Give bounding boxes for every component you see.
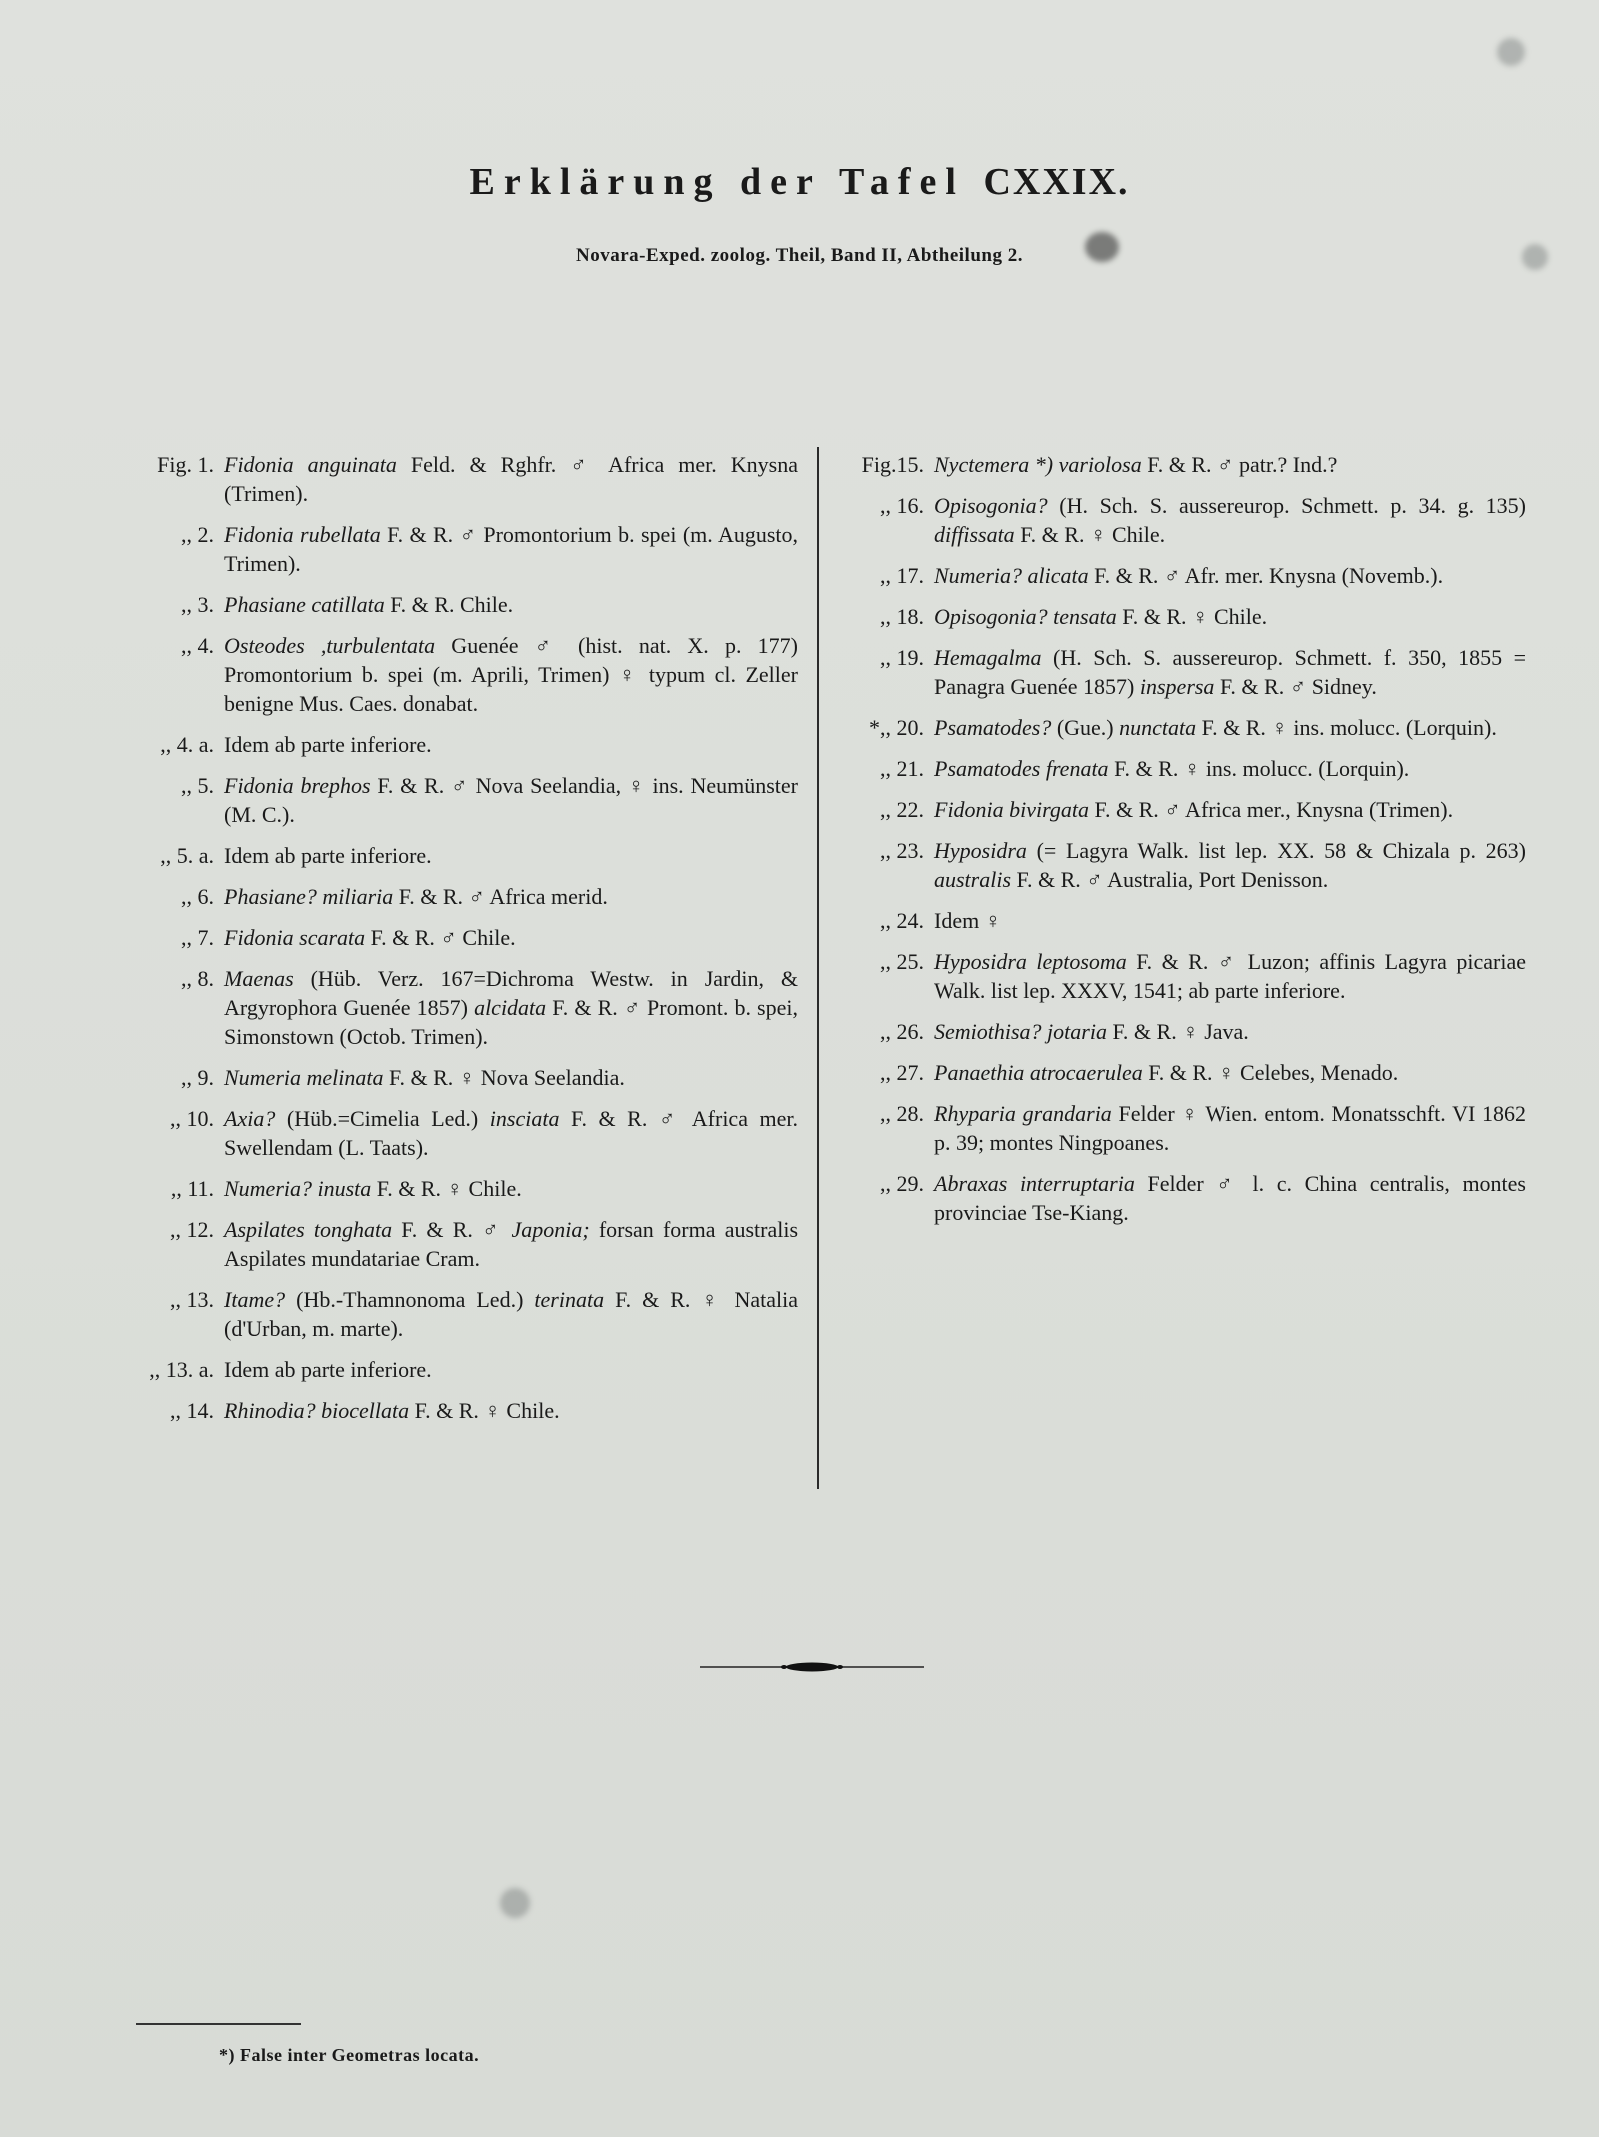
species-name: Semiothisa? jotaria (934, 1019, 1107, 1044)
figure-number: ,, 27. (880, 1060, 924, 1085)
species-name: diffissata (934, 522, 1015, 547)
description-text: (H. Sch. S. aussereurop. Schmett. f. 350, 1855 = Panagra Guenée 1857) (934, 645, 1526, 699)
figure-description (224, 1355, 798, 1384)
figure-description (224, 1104, 798, 1162)
figure-entry (120, 1215, 798, 1273)
figure-entry (828, 450, 1526, 479)
species-name: Axia? (224, 1106, 276, 1131)
species-name: Hyposidra leptosoma (934, 949, 1127, 974)
figure-entry (828, 1169, 1526, 1227)
figure-entry (120, 923, 798, 952)
figure-description (934, 643, 1526, 701)
description-text: (H. Sch. S. aussereurop. Schmett. p. 34. g. 135) (1047, 493, 1526, 518)
description-text: F. & R. ♂ Australia, Port Denisson. (1011, 867, 1329, 892)
figure-description (224, 631, 798, 718)
description-text: Guenée ♂ (hist. nat. X. p. 177) Promontorium b. spei (m. Aprili, Trimen) ♀ typum cl. Zeller benigne Mus. Caes. donabat. (224, 633, 798, 716)
figure-number: ,, 13. a. (149, 1357, 214, 1382)
description-text: F. & R. ♀ ins. molucc. (Lorquin). (1196, 715, 1497, 740)
figure-description (934, 1058, 1526, 1087)
figure-entry (828, 754, 1526, 783)
species-name: Phasiane? miliaria (224, 884, 394, 909)
figure-number: ,, 5. a. (160, 843, 214, 868)
title-plate-number: CXXIX. (983, 161, 1130, 203)
figure-entry (120, 771, 798, 829)
species-name: Fidonia bivirgata (934, 797, 1090, 822)
figure-number: ,, 3. (181, 592, 214, 617)
figure-number: Fig. 1. (157, 452, 214, 477)
figure-description (934, 795, 1526, 824)
figure-entry (828, 1058, 1526, 1087)
figure-number: ,, 24. (880, 908, 924, 933)
description-text: Idem ab parte inferiore. (224, 843, 432, 868)
description-text: F. & R. ♂ (392, 1217, 512, 1242)
figure-description (224, 450, 798, 508)
figure-entry (828, 947, 1526, 1005)
figure-entry (828, 836, 1526, 894)
figure-entry (120, 450, 798, 508)
description-text: forsan forma australis Aspilates mundatariae Cram. (224, 1217, 799, 1271)
species-name: Fidonia rubellata (224, 522, 381, 547)
description-text: F. & R. ♀ Celebes, Menado. (1142, 1060, 1399, 1085)
description-text: F. & R. ♀ Natalia (d'Urban, m. marte). (224, 1287, 798, 1341)
figure-description (224, 520, 798, 578)
figure-entry (120, 590, 798, 619)
description-text: F. & R. ♀ Chile. (1014, 522, 1166, 547)
figure-description (224, 771, 798, 829)
species-name: Aspilates tonghata (224, 1217, 393, 1242)
species-name: Numeria melinata (224, 1065, 384, 1090)
title-text: Erklärung der Tafel (469, 161, 965, 203)
species-name: Maenas (224, 966, 294, 991)
species-name: Opisogonia? tensata (934, 604, 1117, 629)
description-text: F. & R. ♂ Sidney. (1214, 674, 1377, 699)
figure-entry (828, 561, 1526, 590)
species-name: Phasiane catillata (224, 592, 385, 617)
stain-spot (500, 1888, 530, 1918)
figure-number: ,, 6. (181, 884, 214, 909)
species-name: Rhyparia grandaria (934, 1101, 1112, 1126)
figure-number: ,, 19. (880, 645, 924, 670)
description-text: F. & R. ♀ Chile. (1116, 604, 1268, 629)
species-name: Fidonia anguinata (224, 452, 397, 477)
species-name: Japonia; (511, 1217, 590, 1242)
species-name: Opisogonia? (934, 493, 1048, 518)
page-subtitle: Novara-Exped. zoolog. Theil, Band II, Abtheilung 2. (576, 245, 1023, 266)
species-name: Itame? (224, 1287, 286, 1312)
description-text: (Hb.-Thamnonoma Led.) (285, 1287, 535, 1312)
species-name: terinata (534, 1287, 605, 1312)
figure-description (934, 947, 1526, 1005)
species-name: Panaethia atrocaerulea (934, 1060, 1143, 1085)
figure-number: ,, 25. (880, 949, 924, 974)
figure-entry (828, 1099, 1526, 1157)
figure-description (934, 754, 1526, 783)
species-name: nunctata (1119, 715, 1197, 740)
figure-description (224, 964, 798, 1051)
description-text: F. & R. ♀ Nova Seelandia. (383, 1065, 625, 1090)
figure-number: ,, 8. (181, 966, 214, 991)
description-text: F. & R. ♀ Chile. (371, 1176, 522, 1201)
species-name: Hyposidra (934, 838, 1027, 863)
figure-entry (828, 906, 1526, 935)
figure-entry (828, 643, 1526, 701)
figure-description (224, 1285, 798, 1343)
figure-number: ,, 2. (181, 522, 214, 547)
description-text: F. & R. ♂ Chile. (365, 925, 516, 950)
figure-entry (120, 1104, 798, 1162)
figure-entry (120, 882, 798, 911)
left-column (120, 450, 798, 1437)
figure-description (224, 730, 798, 759)
description-text: F. & R. ♀ ins. molucc. (Lorquin). (1108, 756, 1410, 781)
description-text: (Hüb.=Cimelia Led.) (275, 1106, 490, 1131)
species-name: Psamatodes frenata (934, 756, 1109, 781)
stain-spot (1497, 38, 1525, 66)
figure-entry (120, 1063, 798, 1092)
figure-entry (828, 1017, 1526, 1046)
figure-description (224, 590, 798, 619)
species-name: Fidonia brephos (224, 773, 371, 798)
description-text: Idem ♀ (934, 908, 1002, 933)
figure-description (934, 450, 1526, 479)
figure-number: ,, 13. (170, 1287, 214, 1312)
figure-entry (828, 795, 1526, 824)
figure-entry (828, 602, 1526, 631)
description-text: (= Lagyra Walk. list lep. XX. 58 & Chizala p. 263) (1026, 838, 1526, 863)
species-name: Fidonia scarata (224, 925, 366, 950)
figure-description (224, 1063, 798, 1092)
figure-number: ,, 4. (181, 633, 214, 658)
figure-number: ,, 28. (880, 1101, 924, 1126)
figure-entry (828, 491, 1526, 549)
description-text: F. & R. ♀ Chile. (409, 1398, 560, 1423)
species-name: Psamatodes? (934, 715, 1052, 740)
figure-description (934, 713, 1526, 742)
description-text: F. & R. ♂ Promontorium b. spei (m. Augusto, Trimen). (224, 522, 799, 576)
figure-number: ,, 17. (880, 563, 924, 588)
description-text: Felder ♀ Wien. entom. Monatsschft. VI 1862 p. 39; montes Ningpoanes. (934, 1101, 1526, 1155)
figure-description (934, 906, 1526, 935)
figure-entry (120, 841, 798, 870)
description-text: F. & R. ♂ Africa mer., Knysna (Trimen). (1089, 797, 1454, 822)
description-text: F. & R. ♂ patr.? Ind.? (1141, 452, 1338, 477)
species-name: Nyctemera *) variolosa (934, 452, 1142, 477)
figure-description (934, 1099, 1526, 1157)
figure-number: ,, 4. a. (160, 732, 214, 757)
species-name: insciata (489, 1106, 560, 1131)
figure-entry (120, 1396, 798, 1425)
figure-entry (120, 520, 798, 578)
description-text: (Hüb. Verz. 167=Dichroma Westw. in Jardin, & Argyrophora Guenée 1857) (224, 966, 798, 1020)
figure-description (224, 841, 798, 870)
species-name: alcidata (474, 995, 547, 1020)
species-name: Osteodes ,turbulentata (224, 633, 436, 658)
footnote-rule (136, 2023, 301, 2025)
figure-description (224, 1215, 798, 1273)
figure-number: ,, 21. (880, 756, 924, 781)
figure-description (934, 561, 1526, 590)
description-text: Felder ♂ l. c. China centralis, montes provinciae Tse-Kiang. (934, 1171, 1526, 1225)
figure-number: ,, 10. (170, 1106, 214, 1131)
figure-description (224, 882, 798, 911)
figure-number: ,, 26. (880, 1019, 924, 1044)
description-text: F. & R. ♂ Promont. b. spei, Simonstown (Octob. Trimen). (224, 995, 798, 1049)
description-text: F. & R. Chile. (384, 592, 514, 617)
species-name: Abraxas interruptaria (934, 1171, 1135, 1196)
figure-entry (828, 713, 1526, 742)
figure-number: ,, 11. (170, 1176, 214, 1201)
figure-number: ,, 12. (170, 1217, 214, 1242)
description-text: F. & R. ♂ Africa mer. Swellendam (L. Taats). (224, 1106, 798, 1160)
ornament-divider (700, 1660, 924, 1674)
figure-number: ,, 18. (880, 604, 924, 629)
description-text: (Gue.) (1051, 715, 1120, 740)
species-name: Rhinodia? biocellata (224, 1398, 410, 1423)
figure-number: ,, 23. (880, 838, 924, 863)
figure-entry (120, 631, 798, 718)
right-column (828, 450, 1526, 1239)
description-text: Feld. & Rghfr. ♂ Africa mer. Knysna (Trimen). (224, 452, 798, 506)
figure-number: ,, 9. (181, 1065, 214, 1090)
species-name: inspersa (1139, 674, 1215, 699)
page-title (0, 160, 1599, 204)
figure-description (934, 836, 1526, 894)
figure-number: ,, 7. (181, 925, 214, 950)
footnote: *) False inter Geometras locata. (219, 2045, 480, 2065)
figure-entry (120, 1355, 798, 1384)
description-text: Idem ab parte inferiore. (224, 732, 432, 757)
column-divider (817, 447, 819, 1489)
figure-number: ,, 14. (170, 1398, 214, 1423)
species-name: australis (934, 867, 1012, 892)
description-text: F. & R. ♂ Africa merid. (393, 884, 608, 909)
figure-description (934, 491, 1526, 549)
figure-description (934, 1017, 1526, 1046)
figure-number: ,, 22. (880, 797, 924, 822)
figure-description (224, 923, 798, 952)
description-text: F. & R. ♂ Afr. mer. Knysna (Novemb.). (1088, 563, 1444, 588)
figure-number: ,, 29. (880, 1171, 924, 1196)
figure-entry (120, 1285, 798, 1343)
description-text: F. & R. ♀ Java. (1106, 1019, 1249, 1044)
figure-description (224, 1174, 798, 1203)
species-name: Numeria? alicata (934, 563, 1089, 588)
figure-description (224, 1396, 798, 1425)
figure-description (934, 1169, 1526, 1227)
species-name: Numeria? inusta (224, 1176, 372, 1201)
species-name: Hemagalma (934, 645, 1042, 670)
figure-entry (120, 964, 798, 1051)
description-text: F. & R. ♂ Nova Seelandia, ♀ ins. Neumünster (M. C.). (224, 773, 799, 827)
description-text: F. & R. ♂ Luzon; affinis Lagyra picariae Walk. list lep. XXXV, 1541; ab parte inferiore. (934, 949, 1526, 1003)
figure-number: Fig.15. (861, 452, 924, 477)
figure-description (934, 602, 1526, 631)
figure-number: *,, 20. (869, 715, 924, 740)
figure-entry (120, 730, 798, 759)
description-text: Idem ab parte inferiore. (224, 1357, 432, 1382)
figure-number: ,, 5. (181, 773, 214, 798)
figure-entry (120, 1174, 798, 1203)
figure-number: ,, 16. (880, 493, 924, 518)
